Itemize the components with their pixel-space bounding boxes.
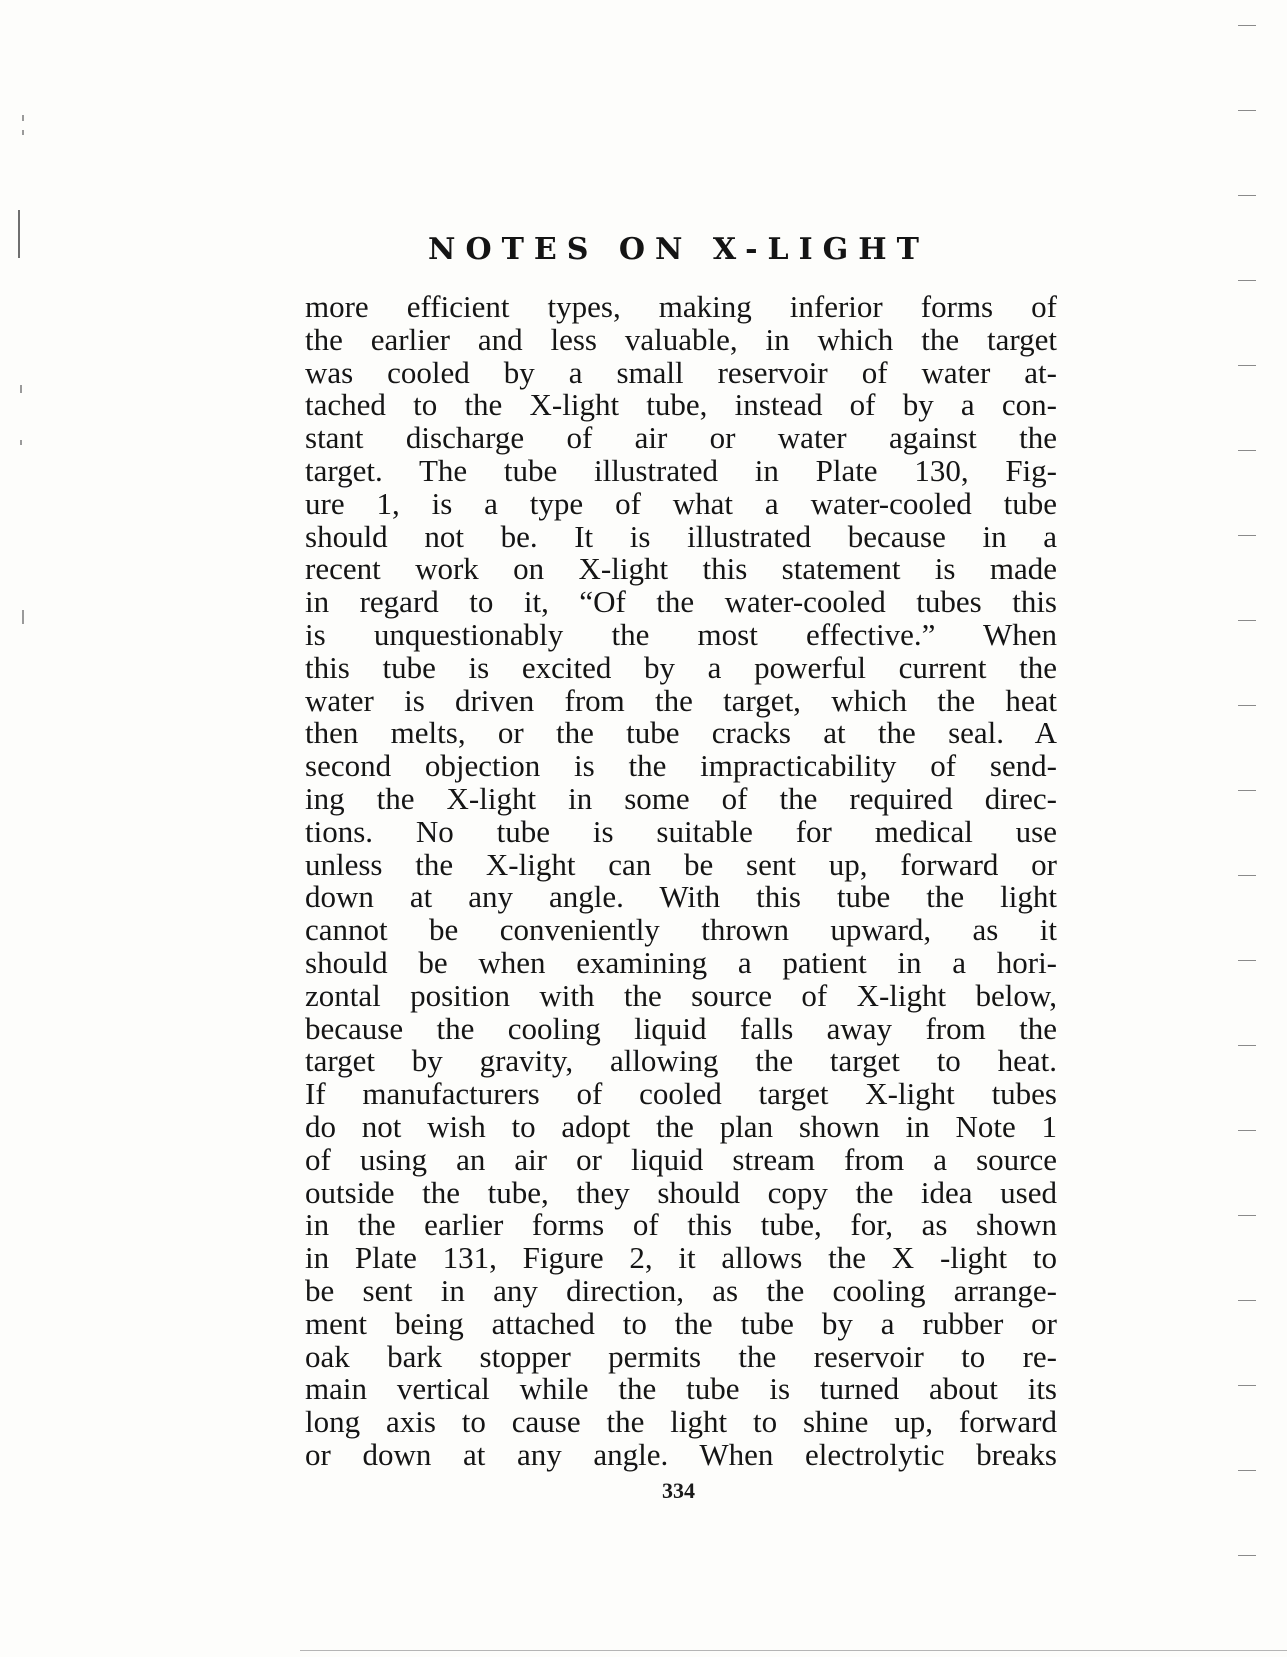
scan-tick (1238, 960, 1256, 961)
scan-tick (1238, 790, 1256, 791)
text-line: the earlier and less valuable, in which the target (305, 321, 1057, 357)
scan-tick (1238, 535, 1256, 536)
scan-tick (1238, 620, 1256, 621)
text-line: down at any angle. With this tube the light (305, 879, 1057, 915)
text-line: long axis to cause the light to shine up, forward (305, 1404, 1057, 1440)
text-line: this tube is excited by a powerful current the (305, 649, 1057, 685)
text-line: of using an air or liquid stream from a source (305, 1141, 1057, 1177)
scan-tick (1238, 365, 1256, 366)
text-line: tached to the X-light tube, instead of by a con- (305, 387, 1057, 423)
scan-tick (1238, 1045, 1256, 1046)
scan-tick (1238, 1470, 1256, 1471)
text-line: target. The tube illustrated in Plate 130, Fig- (305, 452, 1057, 488)
text-line: outside the tube, they should copy the idea used (305, 1174, 1057, 1210)
scan-speck (22, 610, 24, 624)
text-line: water is driven from the target, which the heat (305, 682, 1057, 718)
scan-tick (1238, 1555, 1256, 1556)
text-line: do not wish to adopt the plan shown in Note 1 (305, 1108, 1057, 1144)
scan-tick (1238, 25, 1256, 26)
text-line: in regard to it, “Of the water-cooled tubes this (305, 584, 1057, 620)
scan-speck (20, 385, 22, 393)
text-line: stant discharge of air or water against the (305, 420, 1057, 456)
text-line: unless the X-light can be sent up, forward or (305, 846, 1057, 882)
text-line: then melts, or the tube cracks at the seal. A (305, 715, 1057, 751)
text-line: or down at any angle. When electrolytic breaks (305, 1436, 1057, 1472)
text-line: be sent in any direction, as the cooling arrange- (305, 1272, 1057, 1308)
scan-tick (1238, 1215, 1256, 1216)
text-line: cannot be conveniently thrown upward, as it (305, 912, 1057, 948)
scan-tick (1238, 195, 1256, 196)
text-line: recent work on X-light this statement is made (305, 551, 1057, 587)
text-line: in the earlier forms of this tube, for, as shown (305, 1207, 1057, 1243)
text-line: zontal position with the source of X-light below, (305, 977, 1057, 1013)
text-line: oak bark stopper permits the reservoir to re- (305, 1338, 1057, 1374)
text-line: because the cooling liquid falls away from the (305, 1010, 1057, 1046)
text-line: main vertical while the tube is turned about its (305, 1371, 1057, 1407)
scan-tick (1238, 110, 1256, 111)
text-line: second objection is the impracticability of send- (305, 748, 1057, 784)
page-number: 334 (662, 1478, 695, 1503)
scan-tick (1238, 1385, 1256, 1386)
text-line: tions. No tube is suitable for medical use (305, 813, 1057, 849)
text-line: target by gravity, allowing the target to heat. (305, 1043, 1057, 1079)
scan-edge-line (300, 1650, 1287, 1651)
text-line: was cooled by a small reservoir of water at- (305, 354, 1057, 390)
text-line: ment being attached to the tube by a rubber or (305, 1305, 1057, 1341)
scan-tick (1238, 705, 1256, 706)
scan-speck (18, 210, 20, 258)
running-head: NOTES ON X-LIGHT (428, 232, 929, 267)
text-line: should be when examining a patient in a hori- (305, 944, 1057, 980)
text-line: more efficient types, making inferior forms of (305, 289, 1057, 324)
scan-tick (1238, 1130, 1256, 1131)
text-line: should not be. It is illustrated because in a (305, 518, 1057, 554)
scan-speck (22, 130, 24, 135)
scan-tick (1238, 1300, 1256, 1301)
scan-speck (20, 440, 22, 445)
text-line: If manufacturers of cooled target X-light tubes (305, 1076, 1057, 1112)
scan-tick (1238, 875, 1256, 876)
text-line: in Plate 131, Figure 2, it allows the X -light to (305, 1240, 1057, 1276)
scan-tick (1238, 280, 1256, 281)
body-text (305, 291, 1057, 1472)
text-line: is unquestionably the most effective.” When (305, 616, 1057, 652)
scan-speck (22, 115, 24, 121)
scan-tick (1238, 450, 1256, 451)
text-line: ing the X-light in some of the required direc- (305, 780, 1057, 816)
text-line: ure 1, is a type of what a water-cooled tube (305, 485, 1057, 521)
